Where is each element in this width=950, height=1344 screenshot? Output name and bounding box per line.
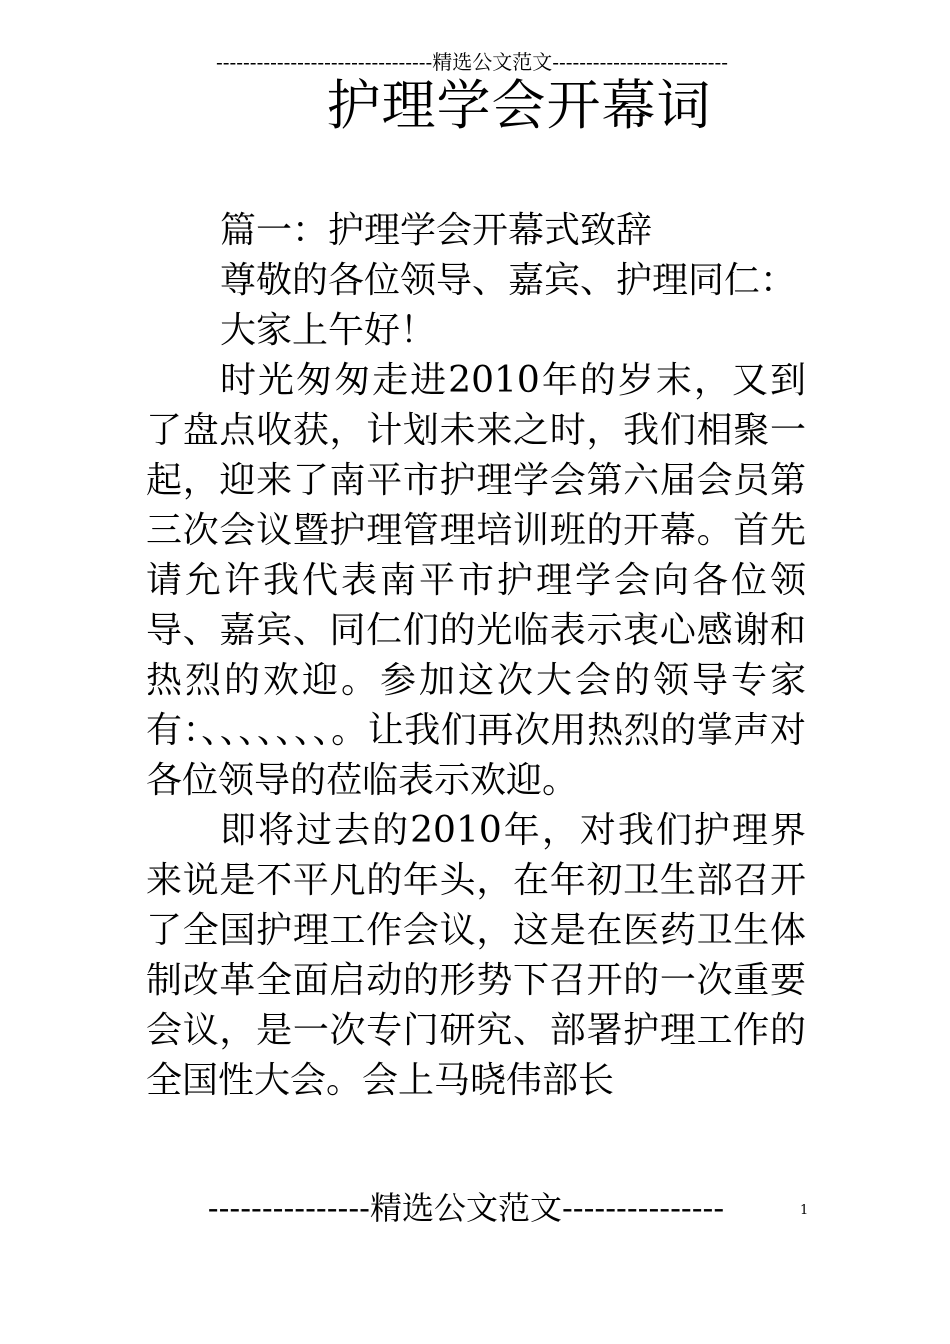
greeting: 大家上午好！: [220, 310, 437, 351]
paragraph: 时光匆匆走进2010年的岁末，又到了盘点收获，计划未来之时，我们相聚一起，迎来了南平市护理学会第六届会员第三次会议暨护理管理培训班的开幕。首先请允许我代表南平市护理学会向各位领导、嘉宾、同仁们的光临表示衷心感谢和热烈的欢迎。参加这次大会的领导专家有：、、、、、、、。让我们再次用热烈的掌声对各位领导的莅临表示欢迎。: [146, 360, 806, 801]
section-heading: 篇一：护理学会开幕式致辞: [220, 210, 653, 251]
salutation: 尊敬的各位领导、嘉宾、护理同仁：: [220, 260, 797, 301]
page-footer: ---------------精选公文范文---------------: [207, 1189, 725, 1227]
document-body: [146, 206, 806, 1106]
document-title: 护理学会开幕词: [326, 74, 712, 137]
page-number: 1: [800, 1203, 809, 1218]
page-header: --------------------------------精选公文范文--------------------------: [216, 50, 728, 74]
paragraph: 即将过去的2010年，对我们护理界来说是不平凡的年头，在年初卫生部召开了全国护理工作会议，这是在医药卫生体制改革全面启动的形势下召开的一次重要会议，是一次专门研究、部署护理工作的全国性大会。会上马晓伟部长: [146, 810, 806, 1101]
